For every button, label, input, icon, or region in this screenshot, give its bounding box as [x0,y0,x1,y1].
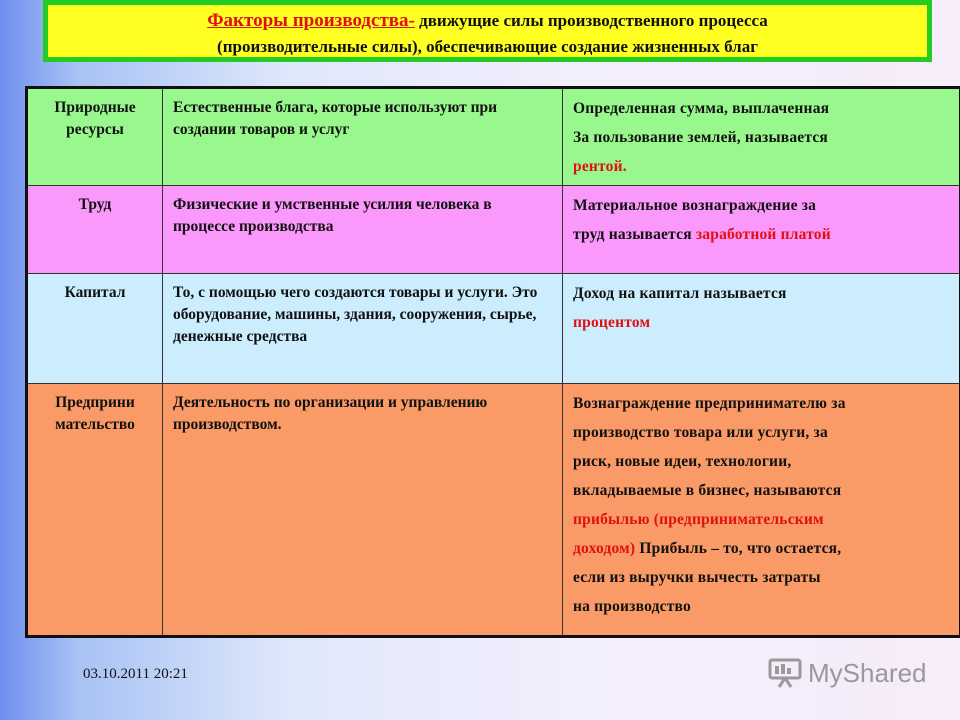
title-term: Факторы производства- [207,10,415,31]
title-line-2: (производительные силы), обеспечивающие создание жизненных благ [217,37,758,56]
title-definition-part1: движущие силы производственного процесса [414,11,768,30]
description-cell: Физические и умственные усилия человека в процессе производства [163,186,563,274]
table-row-labor [27,186,960,274]
slide-date: 03.10.2011 20:21 [83,666,188,682]
description-cell: То, с помощью чего создаются товары и услуги. Это оборудование, машины, здания, сооружения, сырье, денежные средства [163,274,563,384]
income-term: прибылью (предпринимательским [573,511,824,528]
income-line: на производство [573,598,691,615]
income-line: Доход на капитал называется [573,285,787,302]
title-line-1 [48,8,927,34]
income-mixed-line [573,534,951,563]
factor-cell: Капитал [27,274,163,384]
income-line: За пользование землей, называется [573,129,829,146]
table-row-capital [27,274,960,384]
factor-cell: Природные ресурсы [27,88,163,186]
myshared-logo [768,656,927,690]
income-line: Определенная сумма, выплаченная [573,100,830,117]
income-line: Вознаграждение предпринимателю за [573,395,846,412]
income-cell [563,274,960,384]
income-cell [563,186,960,274]
income-line: производство товара или услуги, за [573,424,828,441]
income-term: рентой. [573,158,627,175]
factor-cell: Предприни мательство [27,384,163,637]
income-term: процентом [573,314,651,331]
income-text: труд называется [573,226,696,243]
table-row-natural-resources [27,88,960,186]
income-text: Прибыль – то, что остается, [635,540,842,557]
description-cell: Естественные блага, которые используют при создании товаров и услуг [163,88,563,186]
income-term: заработной платой [695,226,831,243]
income-line: Материальное вознаграждение за [573,197,817,214]
presentation-board-icon [768,658,804,688]
factors-table [25,86,960,638]
income-term-2: доходом) [573,540,636,557]
slide-title-box [43,0,932,62]
income-cell [563,384,960,637]
factor-cell: Труд [27,186,163,274]
description-cell: Деятельность по организации и управлению производством. [163,384,563,637]
income-line: риск, новые идеи, технологии, [573,453,792,470]
income-cell [563,88,960,186]
table-row-entrepreneurship [27,384,960,637]
logo-text: MyShared [808,657,927,688]
income-line: если из выручки вычесть затраты [573,569,821,586]
income-line-2 [573,220,951,249]
income-line: вкладываемые в бизнес, называются [573,482,842,499]
